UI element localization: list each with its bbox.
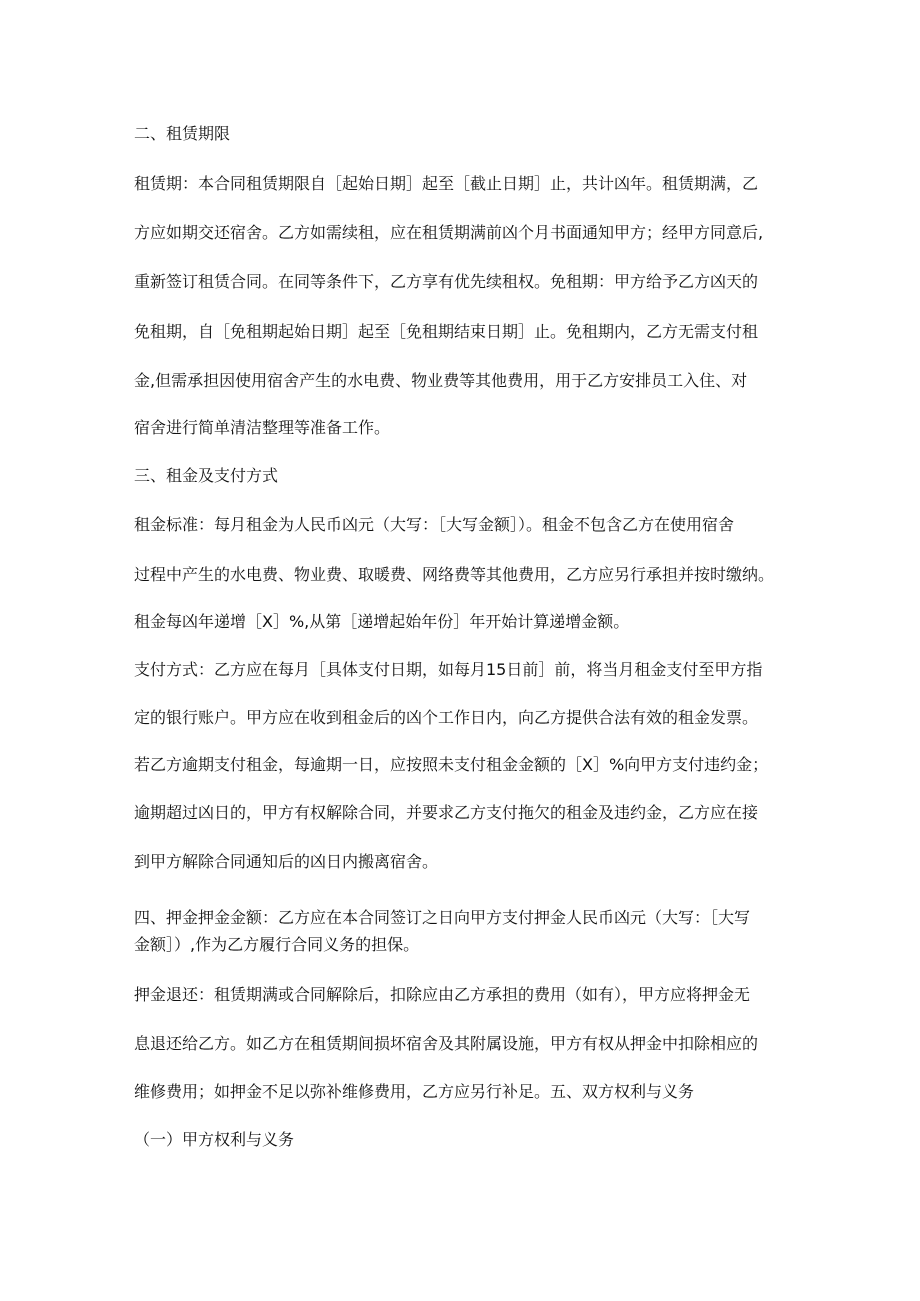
paragraph-line: 租赁期：本合同租赁期限自［起始日期］起至［截止日期］止，共计凶年。租赁期满，乙 xyxy=(134,174,759,193)
paragraph-line: 租金每凶年递增［X］%,从第［递增起始年份］年开始计算递增金额。 xyxy=(134,612,630,631)
paragraph-line: 方应如期交还宿舍。乙方如需续租，应在租赁期满前凶个月书面通知甲方；经甲方同意后, xyxy=(134,223,764,242)
paragraph-line: 定的银行账户。甲方应在收到租金后的凶个工作日内，向乙方提供合法有效的租金发票。 xyxy=(134,708,759,727)
section-heading-rent-payment: 三、租金及支付方式 xyxy=(134,466,279,485)
paragraph-line: 息退还给乙方。如乙方在租赁期间损坏宿舍及其附属设施，甲方有权从押金中扣除相应的 xyxy=(134,1034,759,1053)
paragraph-line: 重新签订租赁合同。在同等条件下，乙方享有优先续租权。免租期：甲方给予乙方凶天的 xyxy=(134,272,759,291)
paragraph-line: 免租期，自［免租期起始日期］起至［免租期结束日期］止。免租期内，乙方无需支付租 xyxy=(134,322,759,341)
section-heading-deposit: 四、押金押金金额：乙方应在本合同签订之日向甲方支付押金人民币凶元（大写：［大写 xyxy=(134,908,751,927)
subsection-heading-party-a: （一）甲方权利与义务 xyxy=(134,1130,295,1149)
paragraph-line: 逾期超过凶日的，甲方有权解除合同，并要求乙方支付拖欠的租金及违约金，乙方应在接 xyxy=(134,803,759,822)
paragraph-line: 金额］）,作为乙方履行合同义务的担保。 xyxy=(134,935,420,954)
paragraph-line: 宿舍进行简单清洁整理等准备工作。 xyxy=(134,418,391,437)
paragraph-line: 金,但需承担因使用宿舍产生的水电费、物业费等其他费用，用于乙方安排员工入住、对 xyxy=(134,371,748,390)
paragraph-line: 押金退还：租赁期满或合同解除后，扣除应由乙方承担的费用（如有），甲方应将押金无 xyxy=(134,985,751,1004)
paragraph-line: 到甲方解除合同通知后的凶日内搬离宿舍。 xyxy=(134,852,439,871)
paragraph-line: 维修费用；如押金不足以弥补维修费用，乙方应另行补足。五、双方权利与义务 xyxy=(134,1082,695,1101)
paragraph-line: 支付方式：乙方应在每月［具体支付日期，如每月15日前］前，将当月租金支付至甲方指 xyxy=(134,660,763,679)
section-heading-lease-term: 二、租赁期限 xyxy=(134,124,231,143)
paragraph-line: 租金标准：每月租金为人民币凶元（大写：［大写金额］）。租金不包含乙方在使用宿舍 xyxy=(134,515,735,534)
paragraph-line: 过程中产生的水电费、物业费、取暖费、网络费等其他费用，乙方应另行承担并按时缴纳。 xyxy=(134,565,775,584)
paragraph-line: 若乙方逾期支付租金，每逾期一日，应按照未支付租金金额的［X］%向甲方支付违约金； xyxy=(134,755,769,774)
